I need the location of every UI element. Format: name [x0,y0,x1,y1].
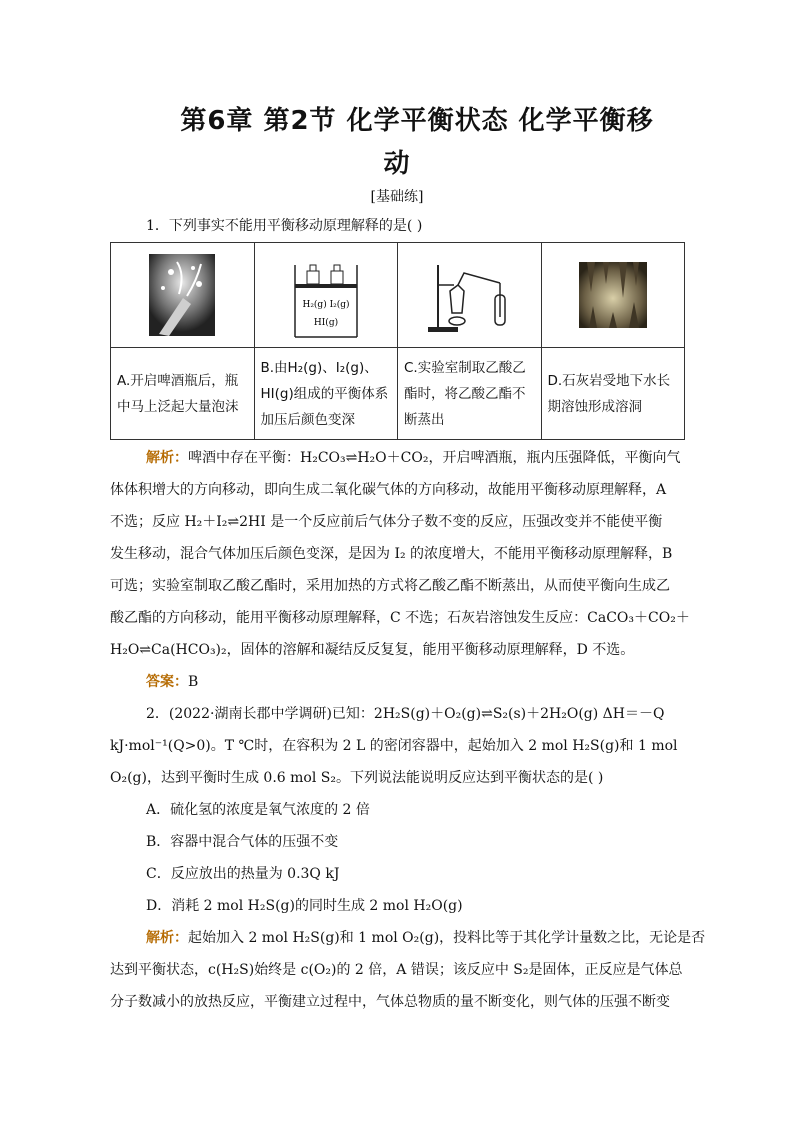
karst-cave-image-cell [541,243,685,348]
q1-analysis-line-1: 解析：啤酒中存在平衡：H₂CO₃⇌H₂O＋CO₂，开启啤酒瓶，瓶内压强降低，平衡向气 [146,450,681,466]
q1-analysis-label: 解析： [146,450,188,466]
champagne-image-cell [111,243,255,348]
q2-analysis-line-1: 解析：起始加入 2 mol H₂S(g)和 1 mol O₂(g)，投料比等于其化学计量数之比，无论是否 [146,930,706,946]
h2-i2-hi-vessel-cell [254,243,398,348]
q2-analysis-label: 解析： [146,930,188,946]
distillation-apparatus-cell [398,243,542,348]
q1-option-a: A.开启啤酒瓶后，瓶中马上泛起大量泡沫 [111,348,255,440]
q2-stem-line-2: kJ·mol⁻¹(Q>0)。T ℃时，在容积为 2 L 的密闭容器中，起始加入 2 mol H₂S(g)和 1 mol [110,738,678,754]
q1-answer-label: 答案： [146,674,188,690]
q1-analysis-line-2: 体体积增大的方向移动，即向生成二氧化碳气体的方向移动，故能用平衡移动原理解释，A [110,482,667,498]
q1-stem: 1．下列事实不能用平衡移动原理解释的是( ) [146,218,423,234]
q1-options-table [110,242,685,440]
q1-analysis-line-4: 发生移动，混合气体加压后颜色变深，是因为 I₂ 的浓度增大，不能用平衡移动原理解释，B [110,546,673,562]
q2-stem-line-1: 2．(2022·湖南长郡中学调研)已知：2H₂S(g)＋O₂(g)⇌S₂(s)＋2H₂O(g) ΔH＝－Q [146,706,665,722]
gas-vessel-diagram [291,251,361,339]
q1-analysis-line-3: 不选；反应 H₂＋I₂⇌2HI 是一个反应前后气体分子数不变的反应，压强改变并不能使平衡 [110,514,663,530]
limestone-cave-image [579,262,647,328]
q2-analysis-line-3: 分子数减小的放热反应，平衡建立过程中，气体总物质的量不断变化，则气体的压强不断变 [110,994,670,1010]
q1-option-c: C.实验室制取乙酸乙酯时，将乙酸乙酯不断蒸出 [398,348,542,440]
vessel-label-hi: HI(g) [313,318,338,328]
page-title-line2: 动 [383,149,411,179]
beer-bottle-foam-image [149,254,215,336]
q1-option-d: D.石灰岩受地下水长期溶蚀形成溶洞 [541,348,685,440]
q1-analysis-line-6: 酸乙酯的方向移动，能用平衡移动原理解释，C 不选；石灰岩溶蚀发生反应：CaCO₃＋CO₂＋ [110,610,690,626]
vessel-label-h2-i2: H₂(g) I₂(g) [302,300,350,310]
section-subtitle: [基础练] [370,189,424,205]
q2-option-d: D．消耗 2 mol H₂S(g)的同时生成 2 mol H₂O(g) [146,898,463,914]
page-title-line1: 第6章 第2节 化学平衡状态 化学平衡移 [180,106,654,136]
q2-analysis-line-2: 达到平衡状态，c(H₂S)始终是 c(O₂)的 2 倍，A 错误；该反应中 S₂是固体，正反应是气体总 [110,962,683,978]
q2-option-a: A．硫化氢的浓度是氧气浓度的 2 倍 [146,802,370,818]
q1-analysis-line-7: H₂O⇌Ca(HCO₃)₂，固体的溶解和凝结反反复复，能用平衡移动原理解释，D 不选。 [110,642,635,658]
q1-answer: 答案：B [146,674,199,690]
q2-stem-line-3: O₂(g)，达到平衡时生成 0.6 mol S₂。下列说法能说明反应达到平衡状态的是( ) [110,770,604,786]
q2-option-b: B．容器中混合气体的压强不变 [146,834,339,850]
ester-distillation-diagram [424,255,514,335]
q1-analysis-line-5: 可选；实验室制取乙酸乙酯时，采用加热的方式将乙酸乙酯不断蒸出，从而使平衡向生成乙 [110,578,670,594]
q2-option-c: C．反应放出的热量为 0.3Q kJ [146,866,340,882]
q1-option-b: B.由H₂(g)、I₂(g)、HI(g)组成的平衡体系加压后颜色变深 [254,348,398,440]
